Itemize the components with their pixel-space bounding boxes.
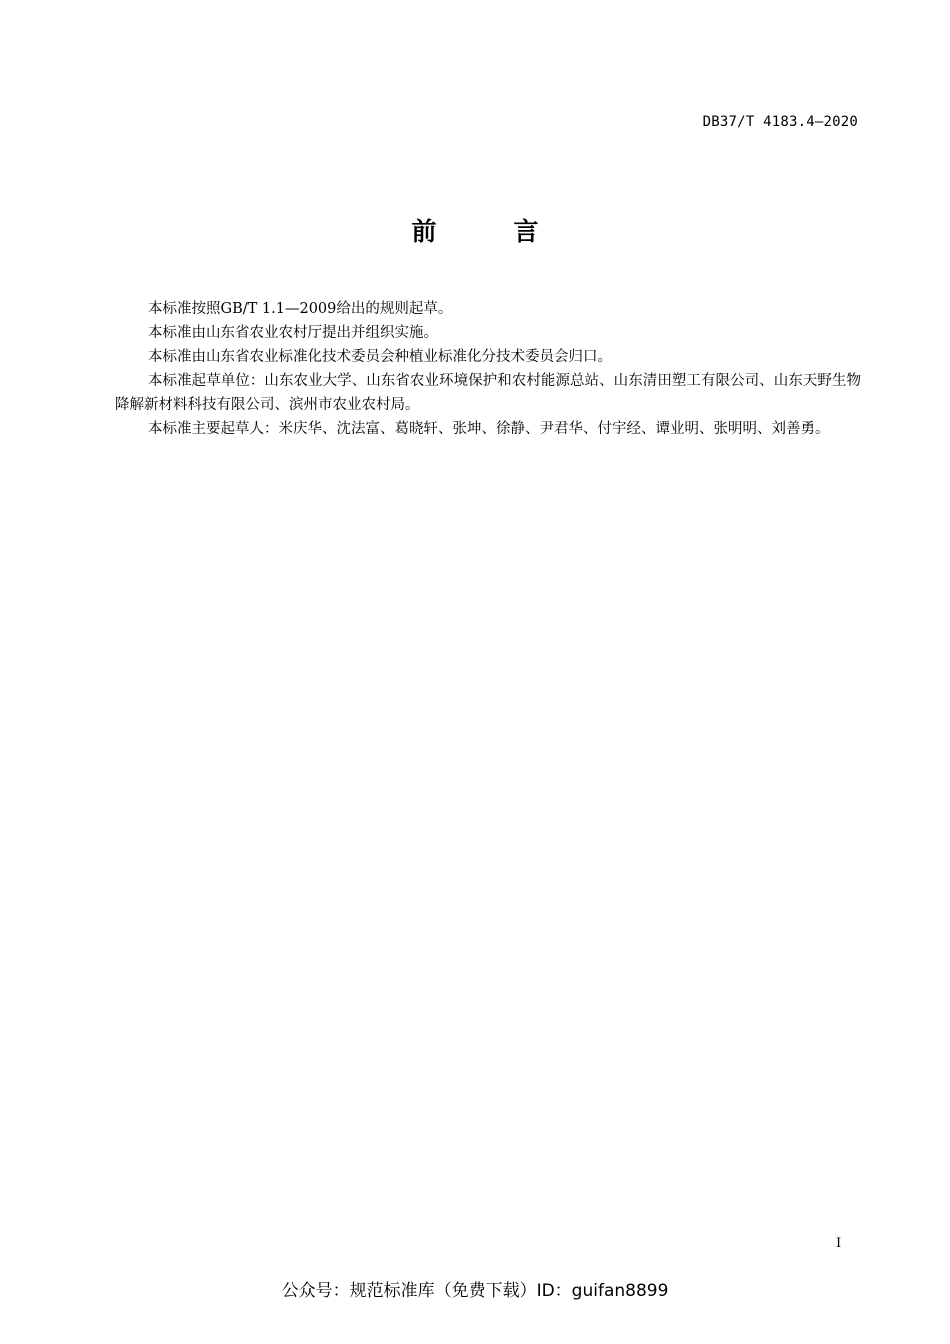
paragraph-drafters: 本标准主要起草人：米庆华、沈法富、葛晓轩、张坤、徐静、尹君华、付宇经、谭业明、张明明、刘善勇。 [148, 421, 830, 437]
foreword-body [115, 297, 861, 441]
document-code: DB37/T 4183.4—2020 [702, 114, 858, 130]
paragraph-technical-committee: 本标准由山东省农业标准化技术委员会种植业标准化分技术委员会归口。 [148, 349, 612, 365]
paragraph-drafting-rules: 本标准按照GB/T 1.1—2009给出的规则起草。 [148, 301, 453, 317]
page-title: 前 言 [411, 217, 565, 246]
paragraph-proposer: 本标准由山东省农业农村厅提出并组织实施。 [148, 325, 438, 341]
paragraph-drafting-units: 本标准起草单位：山东农业大学、山东省农业环境保护和农村能源总站、山东清田塑工有限公司、山东天野生物降解新材料科技有限公司、滨州市农业农村局。 [115, 373, 861, 413]
page-number: I [836, 1236, 842, 1251]
footer-notice: 公众号：规范标准库（免费下载）ID：guifan8899 [281, 1281, 669, 1301]
